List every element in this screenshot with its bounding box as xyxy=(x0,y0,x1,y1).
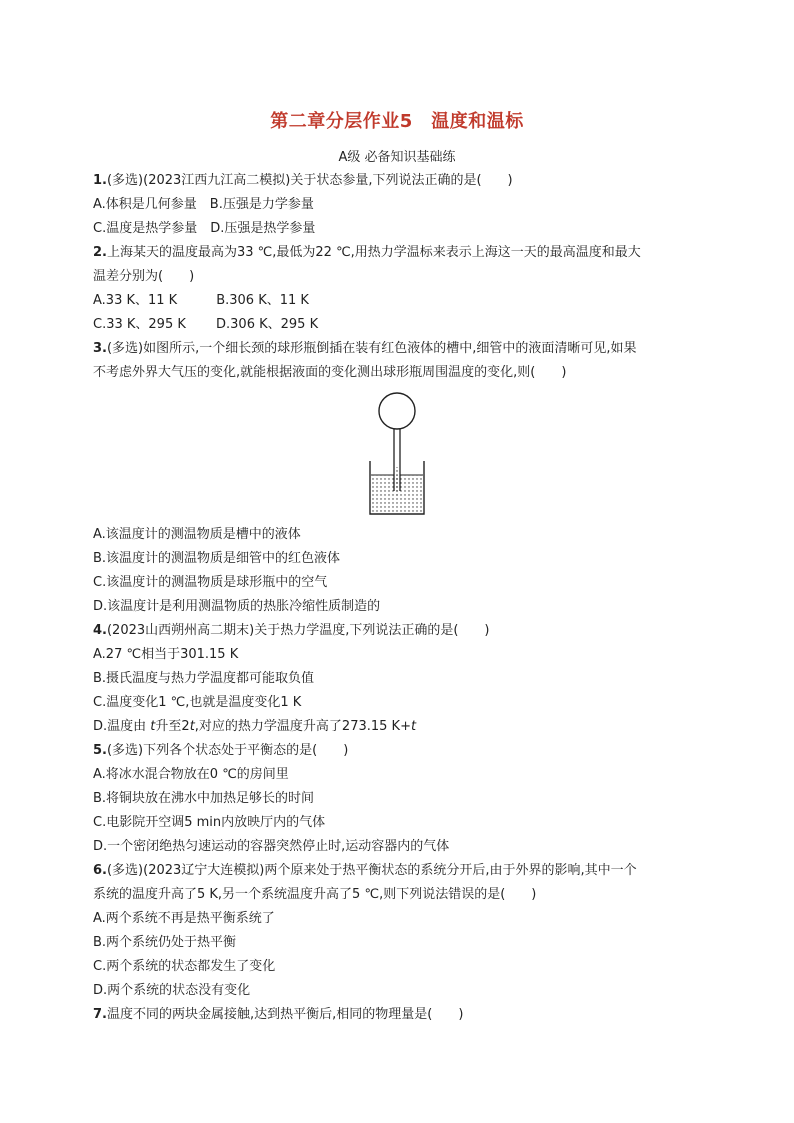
variable-t: t xyxy=(189,719,195,734)
question-1-options-ab: A.体积是几何参量 B.压强是力学参量 xyxy=(93,197,314,212)
question-number: 3. xyxy=(93,341,107,356)
variable-t: t xyxy=(410,719,417,734)
flask-bulb xyxy=(379,393,415,429)
variable-t: t xyxy=(150,719,156,734)
option-text: ,对应的热力学温度升高了273.15 K+ xyxy=(194,719,411,734)
question-2-stem xyxy=(93,241,699,265)
question-2-options-ab: A.33 K、11 K B.306 K、11 K xyxy=(93,293,309,308)
question-3-option-d: D.该温度计是利用测温物质的热胀冷缩性质制造的 xyxy=(93,599,381,614)
question-number: 4. xyxy=(93,623,107,638)
question-5-stem xyxy=(93,739,699,763)
question-4-stem xyxy=(93,619,699,643)
question-3-option-b: B.该温度计的测温物质是细管中的红色液体 xyxy=(93,551,341,566)
question-6-option-d: D.两个系统的状态没有变化 xyxy=(93,983,251,998)
question-3-stem xyxy=(93,337,699,361)
question-3-option-a: A.该温度计的测温物质是槽中的液体 xyxy=(93,527,301,542)
question-text: 上海某天的温度最高为33 ℃,最低为22 ℃,用热力学温标来表示上海这一天的最高温度和最大 xyxy=(106,245,641,260)
question-text: (2023山西朔州高二期末)关于热力学温度,下列说法正确的是( ) xyxy=(106,623,490,638)
question-2-options-cd: C.33 K、295 K D.306 K、295 K xyxy=(93,317,319,332)
question-text: 温度不同的两块金属接触,达到热平衡后,相同的物理量是( ) xyxy=(106,1007,464,1022)
question-number: 6. xyxy=(93,863,107,878)
question-1-stem xyxy=(93,169,699,193)
question-text: (多选)如图所示,一个细长颈的球形瓶倒插在装有红色液体的槽中,细管中的液面清晰可见,如果 xyxy=(106,341,637,356)
question-5-option-d: D.一个密闭绝热匀速运动的容器突然停止时,运动容器内的气体 xyxy=(93,839,450,854)
question-number: 7. xyxy=(93,1007,107,1022)
question-number: 5. xyxy=(93,743,107,758)
section-heading: A级 必备知识基础练 xyxy=(338,150,456,165)
question-6-option-a: A.两个系统不再是热平衡系统了 xyxy=(93,911,275,926)
flask-diagram xyxy=(367,389,457,517)
question-6-option-b: B.两个系统仍处于热平衡 xyxy=(93,935,237,950)
question-4-option-c: C.温度变化1 ℃,也就是温度变化1 K xyxy=(93,695,302,710)
question-5-option-a: A.将冰水混合物放在0 ℃的房间里 xyxy=(93,767,289,782)
question-6-stem-cont: 系统的温度升高了5 K,另一个系统温度升高了5 ℃,则下列说法错误的是( ) xyxy=(93,887,537,902)
question-2-stem-cont: 温差分别为( ) xyxy=(93,269,195,284)
flask-thermometer-figure xyxy=(93,385,699,523)
option-text: D.温度由 xyxy=(93,719,147,734)
question-6-option-c: C.两个系统的状态都发生了变化 xyxy=(93,959,276,974)
question-4-option-a: A.27 ℃相当于301.15 K xyxy=(93,647,239,662)
question-7-stem xyxy=(93,1003,699,1027)
question-number: 1. xyxy=(93,173,107,188)
question-text: (多选)下列各个状态处于平衡态的是( ) xyxy=(106,743,349,758)
option-text: 升至2 xyxy=(155,719,190,734)
question-3-stem-cont: 不考虑外界大气压的变化,就能根据液面的变化测出球形瓶周围温度的变化,则( ) xyxy=(93,365,567,380)
question-4-option-d xyxy=(93,715,699,739)
question-text: (多选)(2023江西九江高二模拟)关于状态参量,下列说法正确的是( ) xyxy=(106,173,513,188)
question-5-option-c: C.电影院开空调5 min内放映厅内的气体 xyxy=(93,815,326,830)
question-5-option-b: B.将铜块放在沸水中加热足够长的时间 xyxy=(93,791,315,806)
question-list xyxy=(93,169,699,1027)
question-text: (多选)(2023辽宁大连模拟)两个原来处于热平衡状态的系统分开后,由于外界的影响,其中一个 xyxy=(106,863,637,878)
question-4-option-b: B.摄氏温度与热力学温度都可能取负值 xyxy=(93,671,315,686)
question-number: 2. xyxy=(93,245,107,260)
question-6-stem xyxy=(93,859,699,883)
question-1-options-cd: C.温度是热学参量 D.压强是热学参量 xyxy=(93,221,316,236)
page-title: 第二章分层作业5 温度和温标 xyxy=(270,111,524,132)
question-3-option-c: C.该温度计的测温物质是球形瓶中的空气 xyxy=(93,575,328,590)
